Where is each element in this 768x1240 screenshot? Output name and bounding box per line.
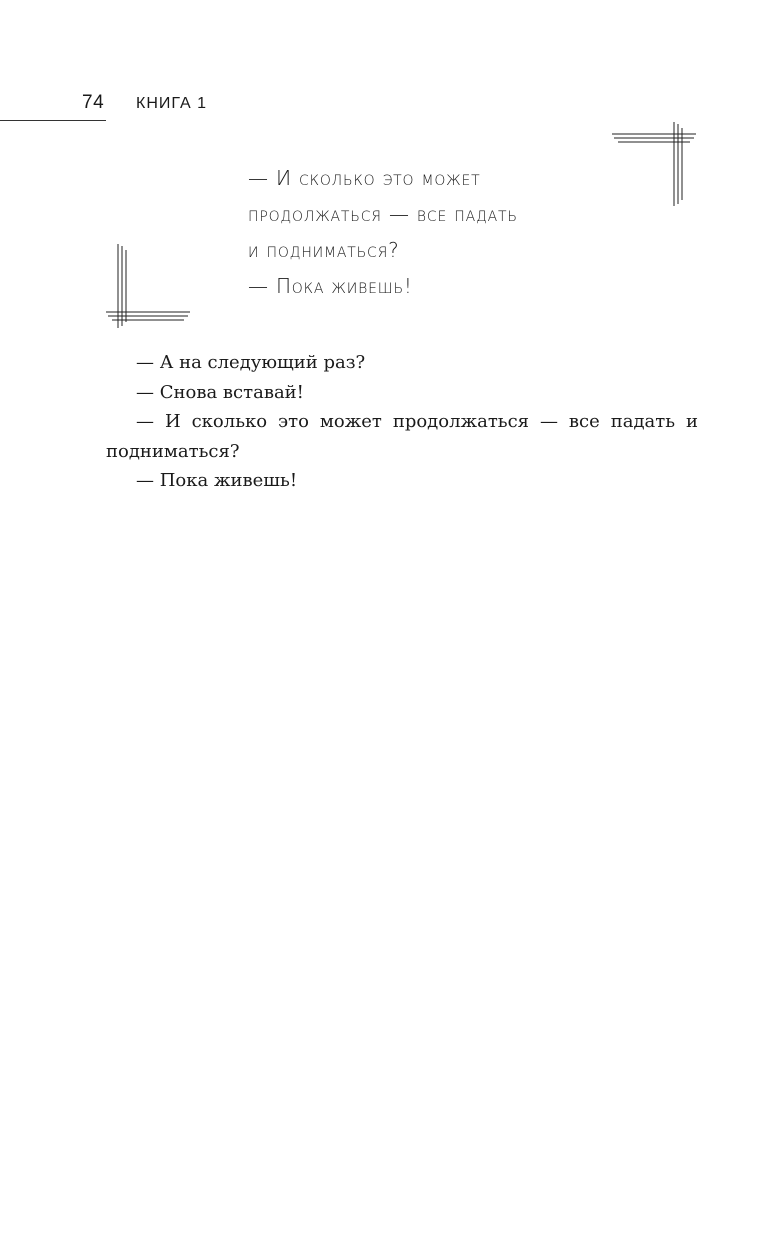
dialogue-line: — И сколько это может продолжаться — все падать и подниматься? <box>106 411 698 462</box>
running-title: КНИГА 1 <box>136 95 207 112</box>
dialogue-line: — Снова вставай! <box>136 381 304 403</box>
dialogue-line: — А на следующий раз? <box>136 352 366 373</box>
pullquote-line: — И сколько это может <box>248 166 481 190</box>
pullquote-line: и подниматься? <box>248 238 400 262</box>
dialogue-line: — Пока живешь! <box>136 470 298 491</box>
header-rule <box>0 120 106 121</box>
pullquote <box>248 160 648 304</box>
pullquote-line: продолжаться — все падать <box>248 202 518 226</box>
body-text <box>106 348 698 496</box>
corner-ornament-bottom-left <box>104 242 194 332</box>
pullquote-line: — Пока живешь! <box>248 274 413 298</box>
page-number: 74 <box>82 92 105 113</box>
